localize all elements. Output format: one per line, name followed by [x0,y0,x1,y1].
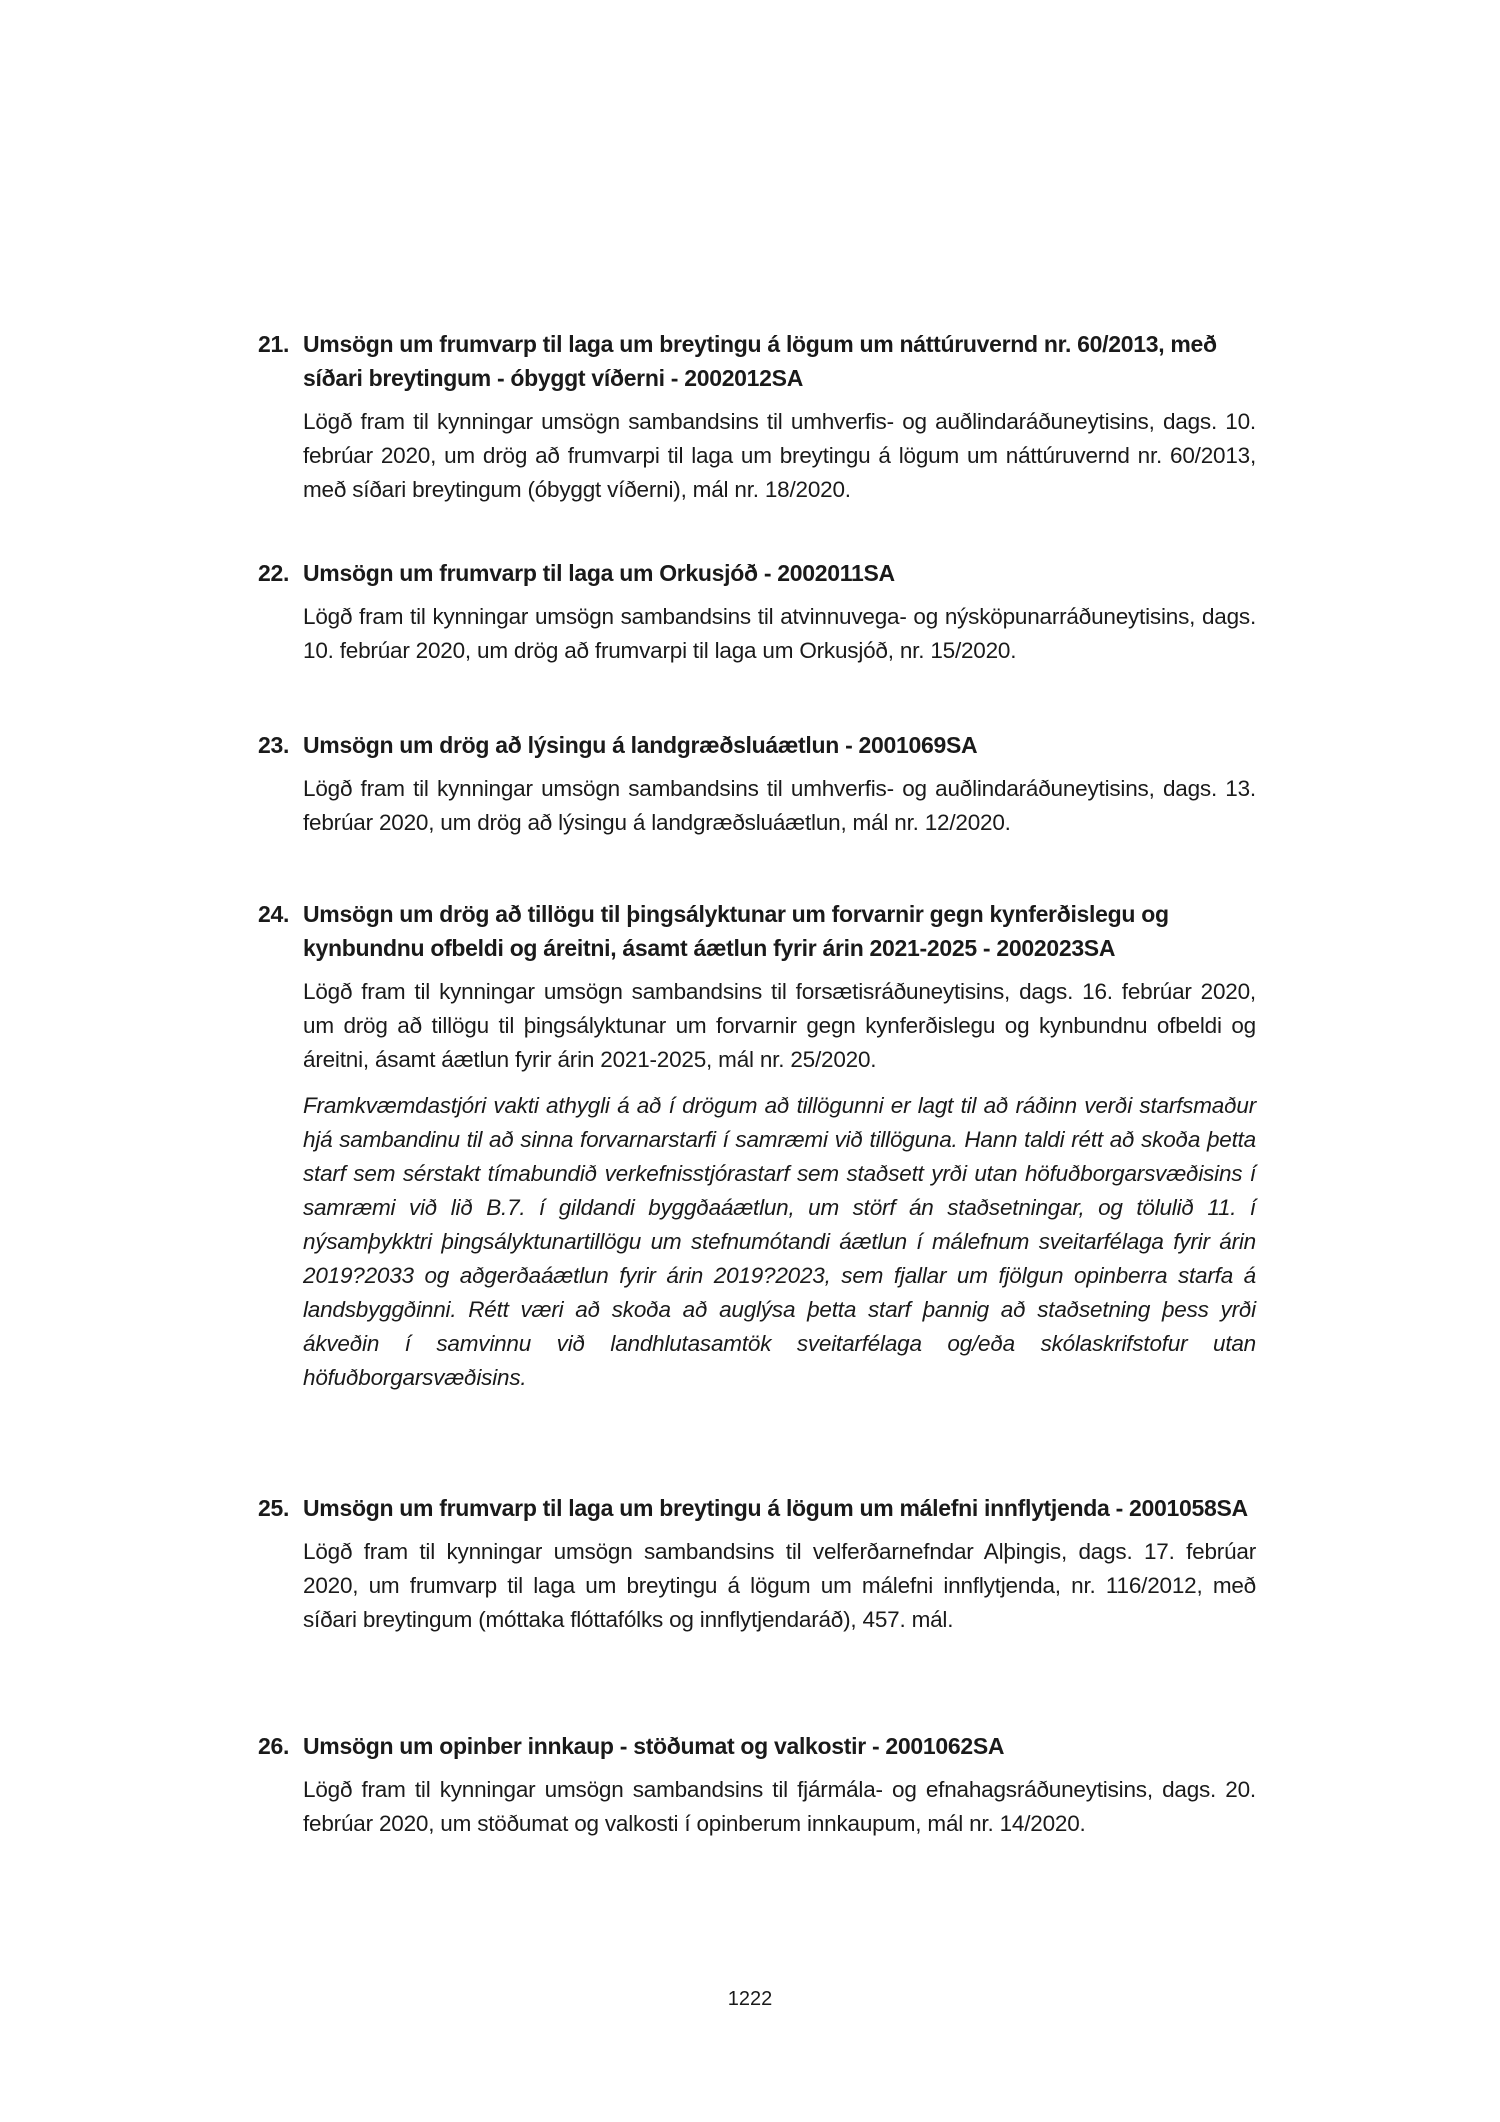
item-body: Lögð fram til kynningar umsögn sambandsins til forsætisráðuneytisins, dags. 16. febrúar 2020, um drög að tillögu til þingsályktunar um forvarnir gegn kynferðislegu og kynbundnu ofbeldi og áreitni, ásamt áætlun fyrir árin 2021-2025, mál nr. 25/2020. [303,979,1256,1072]
agenda-item-22 [258,556,1256,668]
page-number: 1222 [727,1988,773,2010]
item-number: 24. [258,901,290,927]
item-number: 21. [258,331,290,357]
agenda-item-26 [258,1729,1256,1841]
item-body: Lögð fram til kynningar umsögn sambandsins til umhverfis- og auðlindaráðuneytisins, dags. 13. febrúar 2020, um drög að lýsingu á landgræðsluáætlun, mál nr. 12/2020. [303,776,1256,835]
agenda-item-23 [258,728,1256,840]
item-body: Lögð fram til kynningar umsögn sambandsins til umhverfis- og auðlindaráðuneytisins, dags. 10. febrúar 2020, um drög að frumvarpi til laga um breytingu á lögum um náttúruvernd nr. 60/2013, með síðari breytingum (óbyggt víðerni), mál nr. 18/2020. [303,409,1256,502]
agenda-item-24 [258,897,1256,1395]
item-body: Lögð fram til kynningar umsögn sambandsins til fjármála- og efnahagsráðuneytisins, dags. 20. febrúar 2020, um stöðumat og valkosti í opinberum innkaupum, mál nr. 14/2020. [303,1777,1256,1836]
agenda-item-25 [258,1491,1256,1637]
item-title: Umsögn um drög að tillögu til þingsályktunar um forvarnir gegn kynferðislegu og kynbundnu ofbeldi og áreitni, ásamt áætlun fyrir árin 2021-2025 - 2002023SA [303,901,1169,961]
item-number: 23. [258,732,290,758]
item-number: 25. [258,1495,290,1521]
item-title: Umsögn um frumvarp til laga um breytingu á lögum um náttúruvernd nr. 60/2013, með síðari breytingum - óbyggt víðerni - 2002012SA [303,331,1217,391]
item-body: Lögð fram til kynningar umsögn sambandsins til velferðarnefndar Alþingis, dags. 17. febrúar 2020, um frumvarp til laga um breytingu á lögum um málefni innflytjenda, nr. 116/2012, með síðari breytingum (móttaka flóttafólks og innflytjendaráð), 457. mál. [303,1539,1256,1632]
item-number: 26. [258,1733,290,1759]
agenda-item-21 [258,327,1256,507]
item-body: Lögð fram til kynningar umsögn sambandsins til atvinnuvega- og nýsköpunarráðuneytisins, dags. 10. febrúar 2020, um drög að frumvarpi til laga um Orkusjóð, nr. 15/2020. [303,604,1256,663]
item-title: Umsögn um frumvarp til laga um Orkusjóð - 2002011SA [303,560,895,586]
item-title: Umsögn um drög að lýsingu á landgræðsluáætlun - 2001069SA [303,732,978,758]
item-title: Umsögn um frumvarp til laga um breytingu á lögum um málefni innflytjenda - 2001058SA [303,1495,1248,1521]
item-number: 22. [258,560,290,586]
item-title: Umsögn um opinber innkaup - stöðumat og valkostir - 2001062SA [303,1733,1005,1759]
item-note: Framkvæmdastjóri vakti athygli á að í drögum að tillögunni er lagt til að ráðinn verði starfsmaður hjá sambandinu til að sinna forvarnarstarfi í samræmi við tillöguna. Hann taldi rétt að skoða þetta starf sem sérstakt tímabundið verkefnisstjórastarf sem staðsett yrði utan höfuðborgarsvæðisins í samræmi við lið B.7. í gildandi byggðaáætlun, um störf án staðsetningar, og tölulið 11. í nýsamþykktri þingsályktunartillögu um stefnumótandi áætlun í málefnum sveitarfélaga fyrir árin 2019?2033 og aðgerðaáætlun fyrir árin 2019?2023, sem fjallar um fjölgun opinberra starfa á landsbyggðinni. Rétt væri að skoða að auglýsa þetta starf þannig að staðsetning þess yrði ákveðin í samvinnu við landhlutasamtök sveitarfélaga og/eða skólaskrifstofur utan höfuðborgarsvæðisins. [303,1093,1256,1390]
